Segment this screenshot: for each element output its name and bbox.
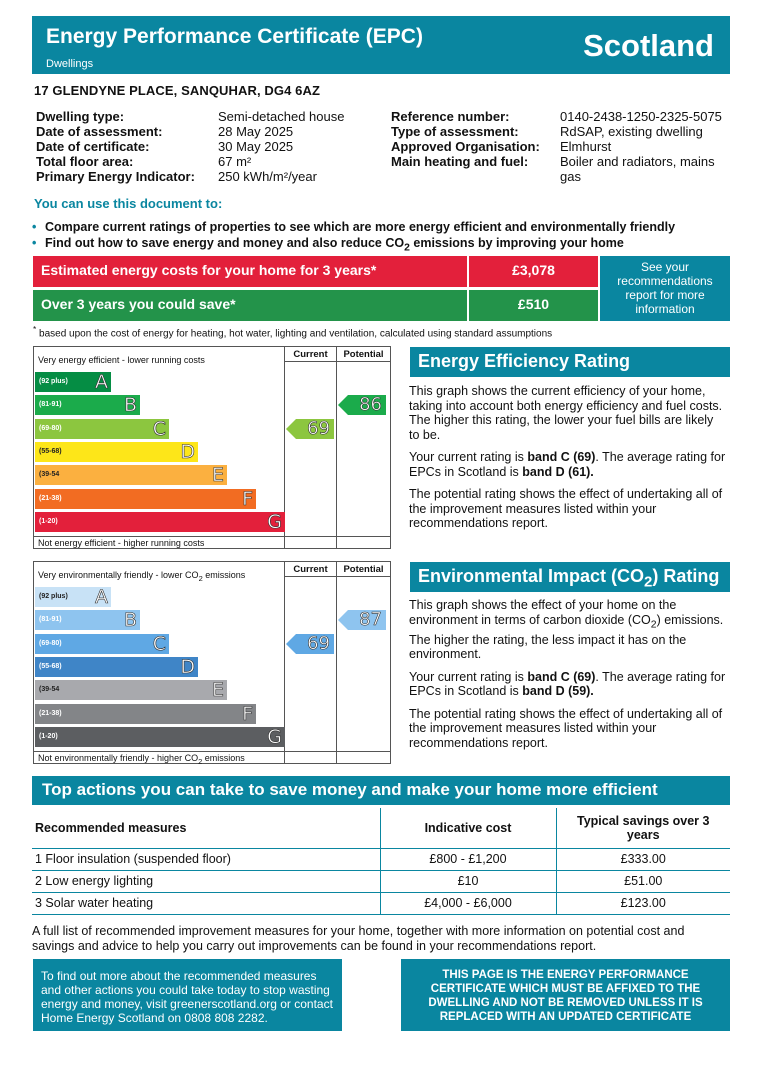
footer-divider xyxy=(34,751,390,752)
panel-paragraph xyxy=(409,670,727,699)
text-part: ) emissions. The higher the rating, the less impact it has on the environment. xyxy=(409,612,724,661)
band-range: (92 plus) xyxy=(39,593,68,600)
full-list-note: A full list of recommended improvement measures for your home, together with more information on potential cost and savings and advice to help you carry out improvements can be found in your recommendations report. xyxy=(32,924,685,953)
rating-band-f xyxy=(35,704,256,724)
more-information-box: To find out more about the recommended measures and other actions you could take today to stop wasting energy and money, visit greenerscotland.org or contact Home Energy Scotland on 0808 808 2282. xyxy=(33,959,342,1031)
saving-cell: £123.00 xyxy=(556,892,730,914)
rating-band-b xyxy=(35,610,140,630)
rating-band-e xyxy=(35,680,227,700)
band-letter: G xyxy=(267,725,282,748)
table-row xyxy=(32,848,730,870)
band-range: (55-68) xyxy=(39,447,62,455)
potential-rating-value: 86 xyxy=(359,394,382,416)
column-divider xyxy=(336,562,337,763)
band-letter: C xyxy=(152,417,166,440)
detail-row xyxy=(391,139,731,154)
cost-column-header: Indicative cost xyxy=(380,808,556,848)
band-range: (55-68) xyxy=(39,662,62,670)
current-band-text: band C (69) xyxy=(527,450,596,464)
chart-bottom-note xyxy=(38,753,245,766)
environmental-impact-chart xyxy=(33,561,391,764)
bullet-text: Compare current ratings of properties to see which are more energy efficient and environmentally friendly xyxy=(45,220,676,234)
environmental-impact-panel-text xyxy=(409,598,727,758)
text-part: emissions xyxy=(202,570,246,580)
certificate-subtitle: Dwellings xyxy=(46,58,94,70)
band-letter: D xyxy=(180,655,195,678)
measure-cell: 2 Low energy lighting xyxy=(32,870,380,892)
band-range: (21-38) xyxy=(39,709,62,717)
certificate-title: Energy Performance Certificate (EPC) xyxy=(46,25,423,48)
band-letter: D xyxy=(180,440,195,463)
detail-label: Main heating and fuel: xyxy=(391,154,529,169)
measure-cell: 3 Solar water heating xyxy=(32,892,380,914)
subscript: 2 xyxy=(198,756,203,766)
band-letter: F xyxy=(242,702,253,725)
detail-value: Boiler and radiators, mains gas xyxy=(560,154,715,184)
average-band-text: band D (59). xyxy=(522,684,594,698)
band-letter: E xyxy=(211,464,224,487)
energy-efficiency-panel-text xyxy=(409,384,727,539)
certificate-header xyxy=(32,16,730,74)
detail-label: Primary Energy Indicator: xyxy=(36,169,195,184)
rating-band-f xyxy=(35,489,256,509)
band-range: (69-80) xyxy=(39,639,62,647)
property-address: 17 GLENDYNE PLACE, SANQUHAR, DG4 6AZ xyxy=(34,83,321,98)
panel-paragraph: The potential rating shows the effect of undertaking all of the improvement measures listed within your recommendations report. xyxy=(409,706,723,750)
subscript: 2 xyxy=(644,573,653,591)
text-part: ) Rating xyxy=(652,566,720,586)
band-letter: A xyxy=(95,371,108,393)
saving-cell: £51.00 xyxy=(556,870,730,892)
cost-cell: £800 - £1,200 xyxy=(380,848,556,870)
current-column-header: Current xyxy=(293,349,328,360)
detail-label: Dwelling type: xyxy=(36,109,125,124)
cost-footnote xyxy=(33,324,552,339)
potential-rating-arrow xyxy=(338,610,386,630)
current-rating-arrow xyxy=(286,419,334,439)
recommended-measures-table xyxy=(32,808,730,915)
chart-top-note xyxy=(38,570,245,583)
detail-value: 0140-2438-1250-2325-5075 xyxy=(560,109,722,124)
detail-row xyxy=(391,124,731,139)
list-item xyxy=(32,235,675,257)
band-range: (81-91) xyxy=(39,401,62,409)
panel-paragraph xyxy=(409,450,727,479)
detail-label: Reference number: xyxy=(391,109,510,124)
detail-value: 67 m² xyxy=(218,154,252,169)
detail-row xyxy=(391,109,731,124)
rating-band-g xyxy=(35,512,285,532)
band-range: (81-91) xyxy=(39,616,62,624)
savings-column-header: Typical savings over 3 years xyxy=(556,808,730,848)
band-range: (1-20) xyxy=(39,732,58,740)
footnote-marker: * xyxy=(33,324,37,334)
current-column-header: Current xyxy=(293,564,328,575)
header-divider xyxy=(284,361,390,362)
rating-band-g xyxy=(35,727,285,747)
cost-cell: £4,000 - £6,000 xyxy=(380,892,556,914)
detail-row xyxy=(36,154,376,169)
saving-cell: £333.00 xyxy=(556,848,730,870)
top-actions-title: Top actions you can take to save money and make your home more efficient xyxy=(32,776,730,805)
measure-cell: 1 Floor insulation (suspended floor) xyxy=(32,848,380,870)
chart-top-note: Very energy efficient - lower running costs xyxy=(38,355,205,365)
bullet-icon: • xyxy=(32,236,37,250)
potential-saving-value: £510 xyxy=(469,290,598,321)
band-range: (39-54 xyxy=(39,471,60,479)
potential-rating-arrow xyxy=(338,395,386,415)
band-range: (92 plus) xyxy=(39,378,68,385)
potential-column-header: Potential xyxy=(343,564,384,575)
band-letter: E xyxy=(211,679,224,702)
detail-label: Total floor area: xyxy=(36,154,134,169)
detail-value: 30 May 2025 xyxy=(218,139,294,154)
footnote-text: based upon the cost of energy for heating, hot water, lighting and ventilation, calculated using standard assumptions xyxy=(36,328,553,340)
average-band-text: band D (61). xyxy=(522,464,594,479)
band-letter: B xyxy=(123,394,137,417)
detail-value: Elmhurst xyxy=(560,139,612,154)
list-item xyxy=(32,219,675,235)
potential-saving-label: Over 3 years you could save* xyxy=(33,290,467,321)
rating-band-e xyxy=(35,465,227,485)
cost-cell: £10 xyxy=(380,870,556,892)
estimated-cost-value: £3,078 xyxy=(469,256,598,287)
bullet-text xyxy=(45,235,624,257)
table-row xyxy=(32,870,730,892)
detail-label: Approved Organisation: xyxy=(391,139,540,154)
environmental-impact-panel-title xyxy=(410,562,730,592)
document-use-title: You can use this document to: xyxy=(34,196,223,211)
subscript: 2 xyxy=(404,242,410,254)
band-letter: C xyxy=(152,632,166,655)
band-range: (1-20) xyxy=(39,517,58,525)
detail-row xyxy=(36,124,376,139)
text-part: . The average rating for EPCs in Scotland is xyxy=(409,450,726,479)
potential-column-header: Potential xyxy=(343,349,384,360)
text-part: emissions xyxy=(202,753,245,763)
detail-value: RdSAP, existing dwelling xyxy=(560,124,703,139)
band-range: (69-80) xyxy=(39,424,62,432)
text-part: This graph shows the effect of your home on the environment in terms of carbon dioxide (CO xyxy=(409,598,677,627)
text-part: . The average rating for EPCs in Scotland is xyxy=(409,669,726,698)
current-band-text: band C (69) xyxy=(527,669,596,684)
bullet-text-part: Find out how to save energy and money and also reduce CO xyxy=(45,236,405,250)
detail-row xyxy=(36,139,376,154)
energy-efficiency-chart xyxy=(33,346,391,549)
detail-label: Type of assessment: xyxy=(391,124,519,139)
text-part: Not environmentally friendly - higher CO xyxy=(38,753,199,763)
column-divider xyxy=(336,347,337,548)
footer-divider xyxy=(34,536,390,537)
band-letter: A xyxy=(95,586,108,608)
estimated-cost-label: Estimated energy costs for your home for 3 years* xyxy=(33,256,467,287)
rating-band-c xyxy=(35,634,169,654)
text-part: Your current rating is xyxy=(409,669,528,684)
detail-label: Date of certificate: xyxy=(36,139,150,154)
see-recommendations-note: See your recommendations report for more information xyxy=(600,256,730,321)
detail-row xyxy=(36,109,376,124)
current-rating-value: 69 xyxy=(307,632,330,654)
band-letter: B xyxy=(123,609,137,632)
detail-label: Date of assessment: xyxy=(36,124,163,139)
band-letter: F xyxy=(242,487,253,510)
table-header-row xyxy=(32,808,730,848)
affix-notice-box: THIS PAGE IS THE ENERGY PERFORMANCE CERTIFICATE WHICH MUST BE AFFIXED TO THE DWELLING AND NOT BE REMOVED UNLESS IT IS REPLACED WITH AN UPDATED CERTIFICATE xyxy=(401,959,730,1031)
text-part: Environmental Impact (CO xyxy=(418,566,645,586)
panel-paragraph: This graph shows the current efficiency of your home, taking into account both energy efficiency and fuel costs. The higher this rating, the lower your fuel bills are likely to be. xyxy=(409,384,723,442)
details-right xyxy=(391,109,731,184)
region-label: Scotland xyxy=(583,28,714,63)
document-use-list xyxy=(32,219,675,257)
current-rating-arrow xyxy=(286,634,334,654)
detail-value: Semi-detached house xyxy=(218,109,345,124)
text-part: Very environmentally friendly - lower CO xyxy=(38,570,199,580)
bullet-icon: • xyxy=(32,220,37,234)
text-part: Your current rating is xyxy=(409,450,528,464)
band-letter: G xyxy=(267,510,282,533)
current-rating-value: 69 xyxy=(307,417,330,439)
detail-value: 250 kWh/m²/year xyxy=(218,169,317,184)
band-range: (39-54 xyxy=(39,686,60,694)
table-row xyxy=(32,892,730,914)
header-divider xyxy=(284,576,390,577)
detail-value: 28 May 2025 xyxy=(218,124,294,139)
rating-band-c xyxy=(35,419,169,439)
rating-band-b xyxy=(35,395,140,415)
detail-row xyxy=(391,154,731,184)
panel-paragraph: The potential rating shows the effect of undertaking all of the improvement measures listed within your recommendations report. xyxy=(409,487,723,530)
chart-bottom-note: Not energy efficient - higher running costs xyxy=(38,538,205,548)
band-range: (21-38) xyxy=(39,494,62,502)
rating-band-d xyxy=(35,442,198,462)
rating-band-a xyxy=(35,372,111,392)
bullet-text-part: emissions by improving your home xyxy=(409,236,624,250)
details-left xyxy=(36,109,376,184)
panel-paragraph xyxy=(409,598,727,662)
measures-column-header: Recommended measures xyxy=(32,808,380,848)
potential-rating-value: 87 xyxy=(359,609,382,631)
subscript: 2 xyxy=(198,573,203,583)
rating-band-d xyxy=(35,657,198,677)
rating-band-a xyxy=(35,587,111,607)
energy-efficiency-panel-title: Energy Efficiency Rating xyxy=(410,347,730,377)
detail-row xyxy=(36,169,376,184)
subscript: 2 xyxy=(650,619,657,630)
